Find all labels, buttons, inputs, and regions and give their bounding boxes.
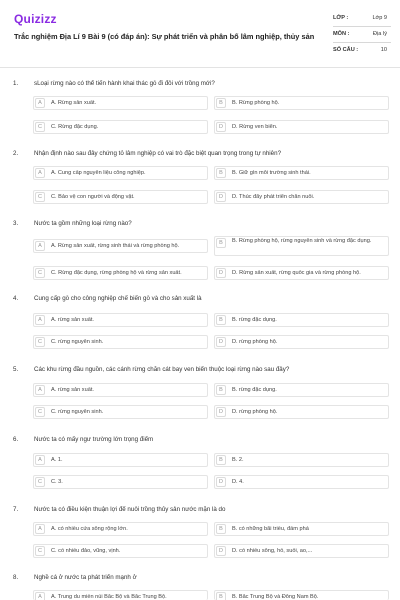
option-text: C. Rừng đặc dụng, rừng phòng hộ và rừng sản xuất. <box>51 270 182 276</box>
answer-option-b[interactable] <box>214 522 389 536</box>
option-text: A. Trung du miền núi Bắc Bộ và Bắc Trung Bộ. <box>51 594 167 600</box>
answer-option-c[interactable] <box>33 405 208 419</box>
option-text: A. Rừng sản xuất. <box>51 100 97 106</box>
question-number: 8. <box>13 574 19 581</box>
option-text: D. rừng phòng hộ. <box>232 339 278 345</box>
question-number: 6. <box>13 436 19 443</box>
option-text: D. có nhiều sông, hồ, suối, ao,... <box>232 548 313 554</box>
option-text: A. rừng sản xuất. <box>51 387 94 393</box>
option-letter: B <box>216 238 226 248</box>
answer-option-c[interactable] <box>33 190 208 204</box>
option-text: D. Rừng sản xuất, rừng quốc gia và rừng phòng hộ. <box>232 270 361 276</box>
option-letter: C <box>35 268 45 278</box>
question-number: 4. <box>13 295 19 302</box>
option-letter: A <box>35 455 45 465</box>
question-text: Nước ta có điều kiện thuận lợi để nuôi trồng thủy sản nước mặn là do <box>34 506 226 513</box>
option-text: C. Rừng đặc dụng. <box>51 124 99 130</box>
question-number: 5. <box>13 366 19 373</box>
answer-option-c[interactable] <box>33 335 208 349</box>
option-letter: C <box>35 337 45 347</box>
answer-option-b[interactable] <box>214 383 389 397</box>
option-letter: B <box>216 455 226 465</box>
answer-option-c[interactable] <box>33 544 208 558</box>
option-text: C. có nhiều đảo, vũng, vịnh. <box>51 548 121 554</box>
option-text: C. Bảo vệ con người và động vật. <box>51 194 135 200</box>
answer-option-c[interactable] <box>33 266 208 280</box>
option-text: C. rừng nguyên sinh. <box>51 339 104 345</box>
question-number: 2. <box>13 150 19 157</box>
option-letter: D <box>216 337 226 347</box>
option-text: D. rừng phòng hộ. <box>232 409 278 415</box>
meta-value: Địa lý <box>373 31 387 37</box>
meta-value: Lớp 9 <box>372 15 387 21</box>
option-letter: C <box>35 122 45 132</box>
option-letter: A <box>35 98 45 108</box>
answer-option-d[interactable] <box>214 544 389 558</box>
answer-option-c[interactable] <box>33 475 208 489</box>
answer-option-b[interactable] <box>214 453 389 467</box>
meta-label: MÔN : <box>333 31 350 37</box>
option-letter: B <box>216 385 226 395</box>
divider <box>333 42 391 43</box>
answer-option-d[interactable] <box>214 475 389 489</box>
option-text: C. rừng nguyên sinh. <box>51 409 104 415</box>
answer-option-b[interactable] <box>214 313 389 327</box>
question-text: Các khu rừng đầu nguồn, các cánh rừng chắn cát bay ven biển thuộc loại rừng nào sau đây? <box>34 366 290 373</box>
answer-option-b[interactable] <box>214 166 389 180</box>
option-letter: A <box>35 592 45 600</box>
option-letter: C <box>35 477 45 487</box>
answer-option-d[interactable] <box>214 120 389 134</box>
option-letter: B <box>216 98 226 108</box>
option-text: B. 2. <box>232 457 244 463</box>
question-number: 3. <box>13 220 19 227</box>
answer-option-a[interactable] <box>33 166 208 180</box>
option-letter: A <box>35 315 45 325</box>
answer-option-d[interactable] <box>214 190 389 204</box>
option-letter: B <box>216 524 226 534</box>
answer-option-a[interactable] <box>33 590 208 600</box>
option-letter: D <box>216 477 226 487</box>
option-letter: C <box>35 546 45 556</box>
answer-option-b[interactable] <box>214 96 389 110</box>
option-letter: A <box>35 524 45 534</box>
option-text: B. có những bãi triều, đầm phá <box>232 526 309 532</box>
option-text: D. Rừng ven biển. <box>232 124 278 130</box>
option-letter: B <box>216 592 226 600</box>
answer-option-a[interactable] <box>33 453 208 467</box>
option-text: A. 1. <box>51 457 63 463</box>
answer-option-a[interactable] <box>33 522 208 536</box>
answer-option-a[interactable] <box>33 239 208 253</box>
option-letter: C <box>35 192 45 202</box>
answer-option-c[interactable] <box>33 120 208 134</box>
option-letter: B <box>216 315 226 325</box>
question-text: Nước ta gồm những loại rừng nào? <box>34 220 132 227</box>
answer-option-b[interactable] <box>214 590 389 600</box>
option-letter: D <box>216 268 226 278</box>
question-text: Nhận định nào sau đây chứng tỏ lâm nghiệp có vai trò đặc biệt quan trọng trong tự nhiên? <box>34 150 282 157</box>
option-text: A. Cung cấp nguyên liệu công nghiệp. <box>51 170 146 176</box>
option-text: D. 4. <box>232 479 244 485</box>
option-letter: D <box>216 122 226 132</box>
option-text: B. rừng đặc dụng. <box>232 387 277 393</box>
option-text: C. 3. <box>51 479 63 485</box>
answer-option-d[interactable] <box>214 405 389 419</box>
meta-value: 10 <box>380 47 387 53</box>
answer-option-d[interactable] <box>214 266 389 280</box>
question-text: Nước ta có mấy ngư trường lớn trọng điểm <box>34 436 154 443</box>
document-title: Trắc nghiệm Địa Lí 9 Bài 9 (có đáp án): Sự phát triển và phân bố lâm nghiệp, thủy sản <box>14 32 315 41</box>
option-letter: D <box>216 546 226 556</box>
option-text: B. Giữ gìn môi trường sinh thái. <box>232 170 311 176</box>
option-text: B. Bắc Trung Bộ và Đông Nam Bộ. <box>232 594 319 600</box>
option-letter: B <box>216 168 226 178</box>
option-text: B. Rừng phòng hộ, rừng nguyên sinh và rừng đặc dụng. <box>232 238 372 244</box>
option-text: A. Rừng sản xuất, rừng sinh thái và rừng phòng hộ. <box>51 243 180 249</box>
option-text: A. có nhiều cửa sông rộng lớn. <box>51 526 128 532</box>
question-text: sLoại rừng nào có thể tiến hành khai thác gỗ đi đôi với trồng mới? <box>34 80 215 87</box>
answer-option-d[interactable] <box>214 335 389 349</box>
option-letter: A <box>35 241 45 251</box>
option-text: A. rừng sản xuất. <box>51 317 94 323</box>
answer-option-a[interactable] <box>33 313 208 327</box>
option-letter: A <box>35 168 45 178</box>
question-number: 7. <box>13 506 19 513</box>
option-text: D. Thúc đẩy phát triển chăn nuôi. <box>232 194 315 200</box>
option-letter: C <box>35 407 45 417</box>
meta-label: SỐ CÂU : <box>333 47 359 53</box>
divider <box>333 26 391 27</box>
option-letter: D <box>216 407 226 417</box>
answer-option-a[interactable] <box>33 96 208 110</box>
quizizz-logo[interactable]: Quizizz <box>14 12 57 26</box>
question-text: Nghề cá ở nước ta phát triển mạnh ở <box>34 574 137 581</box>
question-number: 1. <box>13 80 19 87</box>
answer-option-a[interactable] <box>33 383 208 397</box>
option-text: B. Rừng phòng hộ. <box>232 100 280 106</box>
option-text: B. rừng đặc dụng. <box>232 317 277 323</box>
question-text: Cung cấp gỗ cho công nghiệp chế biến gỗ và cho sản xuất là <box>34 295 202 302</box>
page-header <box>0 0 400 68</box>
option-letter: D <box>216 192 226 202</box>
option-letter: A <box>35 385 45 395</box>
meta-label: LỚP : <box>333 15 349 21</box>
answer-option-b[interactable] <box>214 236 389 256</box>
